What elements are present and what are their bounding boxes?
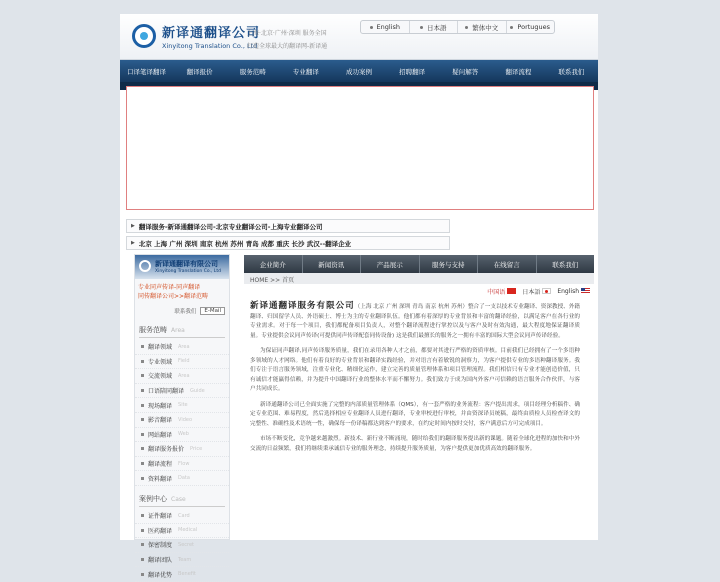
service-item[interactable]	[135, 442, 229, 457]
service-item-english: Flow	[178, 460, 190, 467]
square-bullet-icon	[141, 462, 144, 465]
square-bullet-icon	[141, 558, 144, 561]
company-intro-text	[244, 298, 594, 454]
section-title-en: Case	[171, 495, 186, 503]
left-sidebar	[134, 254, 230, 579]
main-content	[244, 255, 594, 540]
service-item-label: 现场翻译	[148, 402, 173, 410]
service-item-label: 资料翻译	[148, 475, 173, 483]
square-bullet-icon	[141, 447, 144, 450]
bullet-icon	[370, 26, 373, 29]
square-bullet-icon	[141, 374, 144, 377]
case-item[interactable]	[135, 524, 229, 539]
services-list	[135, 340, 229, 486]
lang-label: 日本語	[427, 23, 447, 32]
service-item-label: 交流领域	[148, 373, 173, 381]
section-title-text: 案例中心	[139, 494, 167, 503]
lang-english-link[interactable]	[361, 21, 410, 33]
services-section-title	[139, 325, 225, 338]
service-item[interactable]	[135, 398, 229, 413]
service-item-label: 网站翻译	[148, 431, 173, 439]
process-paragraph: 新译通翻译公司已全面实施了完整的内部质量管理体系（QMS），有一套严格的业务流程：客户提出需求，项目经理分析稿件、确定专业范围、难易程度，然后选择相应专业翻译人员进行翻译，专业审校进行审校，并由资深译员统稿，最终由质检人员检查译文的完整性、准确性及术语统一性，确保每一份译稿都达到客户的要求，在约定时间内按时交付，客户满意后方可完成项目。	[250, 401, 580, 427]
square-bullet-icon	[141, 514, 144, 517]
service-item-english: Data	[178, 475, 190, 482]
case-item-english: Secret	[178, 541, 194, 548]
square-bullet-icon	[141, 360, 144, 363]
nav-recruitment[interactable]: 招聘翻译	[399, 67, 426, 76]
company-logo-name[interactable]: 新译通翻译公司	[162, 26, 261, 41]
sidebar-promo-links	[135, 279, 229, 305]
service-item-label: 翻译服务报价	[148, 446, 185, 454]
cases-section-title	[139, 494, 225, 507]
banner-placeholder	[126, 86, 594, 210]
square-bullet-icon	[141, 433, 144, 436]
nav-services[interactable]: 服务范畴	[239, 67, 266, 76]
content-tabs	[244, 255, 594, 273]
page-container	[120, 14, 598, 579]
tab-guestbook[interactable]: 在线留言	[478, 255, 537, 273]
tab-products[interactable]: 产品展示	[361, 255, 420, 273]
bullet-icon	[510, 26, 513, 29]
nav-pricing[interactable]: 翻译报价	[186, 67, 213, 76]
service-item[interactable]	[135, 369, 229, 384]
flag-japanese-link[interactable]	[522, 287, 551, 296]
case-item[interactable]	[135, 567, 229, 582]
contact-label: 联系我们	[174, 309, 197, 315]
intro-paragraph-text: （上海 北京 广州 深圳 青岛 南京 杭州 苏州）整合了一支以技术专业翻译、资深教授、外籍翻译、归国留学人员、外语硕士、博士为主的专业翻译队伍。他们都有着深厚的专业背景和丰富的翻译经验，以满足客户在各行业的专业需求。对于每一个项目，我们都配备项目负责人，对整个翻译流程进行掌控以及与客户及时有效沟通，最大程度地保证翻译质量。专业提供会议同声传译(可提供同声传译配套同传设备) 这是我们最擅长的服务之一拥有丰富的国际大型会议同声传译经验。	[250, 304, 580, 339]
nav-process[interactable]: 翻译流程	[505, 67, 532, 76]
email-button[interactable]: E-Mail	[200, 307, 225, 315]
nav-cases[interactable]: 成功案例	[345, 67, 372, 76]
japan-flag-icon	[542, 288, 551, 294]
quality-paragraph: 为保证同声翻译,同声传译服务质量，我们在录用各种人才之前，都要对其进行严格的资质审核。目前我们已经拥有了一个多语种多领域的人才网络。他们有着良好的专业背景和翻译实践经验，并对语言有着敏锐的洞察力，为客户提供专业的多语种翻译服务。我们专注于语言服务领域，注重专业化、精细化运作，建立完善的质量管理体系和项目管理流程。我们相信只有专业才能创造价值，只有诚信才能赢得信赖，并为提升中国翻译行业的整体水平而不懈努力。我们致力于成为国内外客户可信赖的语言服务合作伙伴，与客户共同成长。	[250, 348, 580, 392]
us-flag-icon	[581, 288, 590, 294]
service-item-label: 专业领域	[148, 358, 173, 366]
headline-strip[interactable]	[126, 219, 450, 233]
sidebar-logo-icon	[139, 260, 151, 272]
case-item-label: 翻译优势	[148, 571, 173, 579]
sidebar-logo	[135, 255, 229, 279]
service-item-english: Price	[190, 445, 203, 452]
case-item-english: Team	[178, 556, 192, 563]
service-item-english: Area	[178, 343, 190, 350]
service-item[interactable]	[135, 428, 229, 443]
section-title-en: Area	[171, 327, 185, 334]
arrow-right-icon: ▶	[131, 223, 135, 229]
tab-news[interactable]: 新闻资讯	[303, 255, 362, 273]
square-bullet-icon	[141, 389, 144, 392]
case-item-label: 翻译团队	[148, 557, 173, 565]
language-flags	[244, 284, 594, 298]
china-flag-icon	[507, 288, 516, 294]
lang-label: English	[376, 23, 400, 31]
promo-link-scope[interactable]: 同传翻译公司>>翻译范畴	[138, 293, 209, 300]
service-item-label: 影音翻译	[148, 417, 173, 425]
contact-row	[135, 305, 229, 317]
square-bullet-icon	[141, 404, 144, 407]
flag-label: 中国语	[487, 288, 506, 296]
bullet-icon	[420, 26, 423, 29]
nav-professional[interactable]: 专业翻译	[292, 67, 319, 76]
case-item-english: Medical	[178, 527, 198, 534]
arrow-right-icon: ▶	[131, 240, 135, 246]
service-item[interactable]	[135, 355, 229, 370]
service-item[interactable]	[135, 413, 229, 428]
service-item[interactable]	[135, 340, 229, 355]
cities-text: 北京 上海 广州 深圳 南京 杭州 苏州 青岛 成都 重庆 长沙 武汉--翻译企业	[138, 239, 352, 248]
square-bullet-icon	[141, 477, 144, 480]
square-bullet-icon	[141, 543, 144, 546]
nav-interpretation[interactable]: 口译笔译翻译	[127, 67, 167, 76]
lang-label: Portugues	[517, 23, 551, 31]
square-bullet-icon	[141, 573, 144, 576]
market-paragraph: 市场不断变化，竞争越来越激烈。新技术、新行业不断涌现，随时给我们的翻译服务提出新的课题。随着全球化进程的加快和中外交流的日益频繁，我们将继续秉承诚信专业的服务理念，持续提升服务质量，为客户提供更加优质高效的翻译服务。	[250, 436, 580, 452]
service-item-english: Site	[178, 402, 188, 409]
square-bullet-icon	[141, 418, 144, 421]
flag-chinese-link[interactable]	[487, 287, 516, 296]
nav-faq[interactable]: 疑问解答	[452, 67, 479, 76]
service-item[interactable]	[135, 457, 229, 472]
lang-portuguese-link[interactable]	[507, 21, 555, 33]
case-item-english: Benefit	[178, 571, 196, 578]
case-item-label: 证件翻译	[148, 513, 173, 521]
language-switcher	[360, 20, 555, 34]
sidebar-logo-english: Xinyitong Translation Co., Ltd	[155, 269, 221, 274]
service-item[interactable]	[135, 471, 229, 486]
lang-label: 繁体中文	[472, 23, 499, 32]
tab-company-intro[interactable]: 企业简介	[244, 255, 303, 273]
company-logo-english: Xinyitong Translation Co., Ltd	[162, 42, 258, 50]
sidebar-logo-name: 新译通翻译有限公司	[155, 260, 218, 268]
header-slogan-line2: 打造全球最大的翻译网-新译通	[247, 43, 328, 50]
service-item-english: Web	[178, 431, 189, 438]
service-item-label: 口语陪同翻译	[148, 388, 185, 396]
headline-text: 翻译服务-新译通翻译公司-北京专业翻译公司-上海专业翻译公司	[138, 222, 323, 231]
flag-label: 日本語	[522, 288, 541, 296]
cities-strip[interactable]	[126, 236, 450, 250]
tab-contact[interactable]: 联系我们	[552, 260, 579, 269]
case-item[interactable]	[135, 553, 229, 568]
cases-list	[135, 509, 229, 582]
case-item[interactable]	[135, 509, 229, 524]
case-item-english: Card	[178, 512, 190, 519]
site-header	[120, 14, 598, 60]
service-item[interactable]	[135, 384, 229, 399]
section-title-text: 服务范畴	[139, 326, 167, 334]
service-item-english: Area	[178, 372, 190, 379]
tab-support[interactable]: 服务与支持	[420, 255, 479, 273]
bullet-icon	[465, 26, 468, 29]
lang-japanese-link[interactable]	[410, 21, 459, 33]
square-bullet-icon	[141, 529, 144, 532]
promo-link-simultaneous[interactable]: 专业同声传译-同声翻译	[138, 284, 201, 291]
flag-label: English	[557, 287, 579, 295]
square-bullet-icon	[141, 345, 144, 348]
header-slogan-line1: 上海·北京·广州·深圳 服务全国	[247, 30, 327, 37]
breadcrumb: HOME >> 首页	[244, 273, 594, 284]
case-item[interactable]	[135, 538, 229, 553]
company-logo-icon[interactable]	[132, 24, 156, 48]
intro-paragraph	[250, 302, 580, 341]
main-nav	[120, 60, 598, 82]
service-item-english: Field	[178, 358, 190, 365]
lang-traditional-chinese-link[interactable]	[458, 21, 507, 33]
case-item-label: 保密制度	[148, 542, 173, 550]
service-item-english: Video	[178, 416, 193, 423]
nav-contact[interactable]: 联系我们	[558, 67, 585, 76]
service-item-label: 翻译领域	[148, 344, 173, 352]
company-title: 新译通翻译服务有限公司	[250, 301, 355, 311]
case-item-label: 医药翻译	[148, 527, 173, 535]
service-item-english: Guide	[190, 387, 205, 394]
service-item-label: 翻译流程	[148, 461, 173, 469]
flag-english-link[interactable]	[557, 288, 590, 295]
